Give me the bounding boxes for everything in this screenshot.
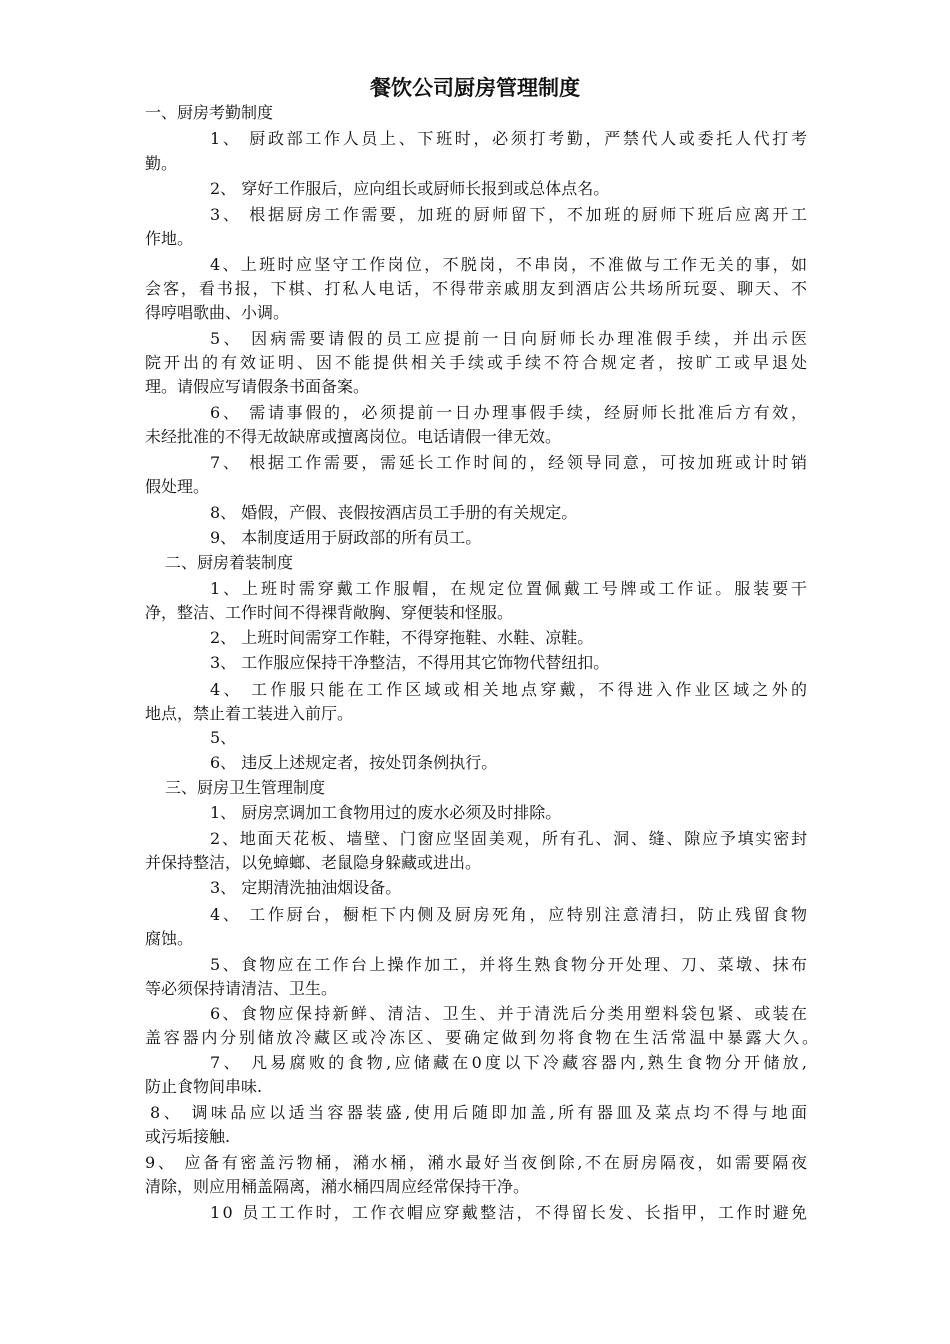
- text-line: 3、 定期清洗抽油烟设备。: [210, 878, 402, 897]
- text-line: 得哼唱歌曲、小调。: [145, 303, 290, 322]
- text-line: 一、厨房考勤制度: [145, 103, 274, 122]
- text-line: 2、地面天花板、墙壁、门窗应坚固美观，所有孔、洞、缝、隙应予填实密封: [210, 829, 809, 848]
- document-title: 餐饮公司厨房管理制度: [370, 76, 580, 100]
- text-line: 10 员工工作时，工作衣帽应穿戴整洁，不得留长发、长指甲，工作时避免: [210, 1203, 810, 1222]
- text-line: 4、 工作厨台，橱柜下内侧及厨房死角，应特别注意清扫，防止残留食物: [210, 905, 810, 924]
- text-line: 净，整洁、工作时间不得裸背敞胸、穿便装和怪服。: [145, 603, 514, 622]
- text-line: 6、食物应保持新鲜、清洁、卫生、并于清洗后分类用塑料袋包紧、或装在: [210, 1004, 810, 1023]
- text-line: 6、 违反上述规定者，按处罚条例执行。: [210, 753, 498, 772]
- text-line: 7、 根据工作需要，需延长工作时间的，经领导同意，可按加班或计时销: [210, 453, 810, 472]
- text-line: 5、 因病需要请假的员工应提前一日向厨师长办理准假手续，并出示医: [210, 329, 811, 348]
- text-line: 清除，则应用桶盖隔离，潲水桶四周应经常保持干净。: [145, 1177, 530, 1196]
- text-line: 2、 穿好工作服后，应向组长或厨师长报到或总体点名。: [210, 179, 610, 198]
- text-line: 或污垢接触.: [145, 1127, 231, 1146]
- text-line: 3、 根据厨房工作需要，加班的厨师留下，不加班的厨师下班后应离开工: [210, 205, 810, 224]
- text-line: 4、上班时应坚守工作岗位，不脱岗，不串岗，不准做与工作无关的事，如: [210, 255, 810, 274]
- text-line: 理。请假应写请假条书面备案。: [145, 377, 370, 396]
- text-line: 并保持整洁，以免蟑螂、老鼠隐身躲藏或进出。: [145, 853, 482, 872]
- text-line: 6、 需请事假的，必须提前一日办理事假手续，经厨师长批准后方有效，: [210, 403, 810, 422]
- text-line: 作地。: [145, 229, 194, 248]
- text-line: 7、 凡易腐败的食物,应储藏在0度以下冷藏容器内,熟生食物分开储放,: [210, 1053, 811, 1072]
- text-line: 5、: [210, 728, 237, 747]
- text-line: 会客，看书报，下棋、打私人电话，不得带亲戚朋友到酒店公共场所玩耍、聊天、不: [145, 279, 809, 298]
- text-line: 2、 上班时间需穿工作鞋，不得穿拖鞋、水鞋、凉鞋。: [210, 628, 594, 647]
- text-line: 1、上班时需穿戴工作服帽，在规定位置佩戴工号牌或工作证。服装要干: [210, 579, 810, 598]
- text-line: 等必须保持请清洁、卫生。: [145, 979, 338, 998]
- text-line: 8、 调味品应以适当容器装盛,使用后随即加盖,所有器皿及菜点均不得与地面: [150, 1103, 811, 1122]
- text-line: 三、厨房卫生管理制度: [165, 778, 326, 797]
- text-line: 假处理。: [145, 477, 210, 496]
- text-line: 院开出的有效证明、因不能提供相关手续或手续不符合规定者，按旷工或早退处: [145, 353, 810, 372]
- text-line: 5、食物应在工作台上操作加工，并将生熟食物分开处理、刀、菜墩、抹布: [210, 955, 810, 974]
- text-line: 9、 应备有密盖污物桶，潲水桶，潲水最好当夜倒除,不在厨房隔夜，如需要隔夜: [145, 1153, 810, 1172]
- text-line: 1、 厨政部工作人员上、下班时，必须打考勤，严禁代人或委托人代打考: [210, 129, 810, 148]
- text-line: 3、 工作服应保持干净整洁，不得用其它饰物代替纽扣。: [210, 653, 610, 672]
- text-line: 未经批准的不得无故缺席或擅离岗位。电话请假一律无效。: [145, 427, 562, 446]
- text-line: 9、 本制度适用于厨政部的所有员工。: [210, 528, 482, 547]
- text-line: 防止食物间串味.: [145, 1077, 263, 1096]
- text-line: 地点，禁止着工装进入前厅。: [145, 704, 354, 723]
- text-line: 1、 厨房烹调加工食物用过的废水必须及时排除。: [210, 803, 562, 822]
- text-line: 盖容器内分别储放冷藏区或冷冻区、要确定做到勿将食物在生活常温中暴露大久。: [145, 1028, 821, 1047]
- text-line: 8、 婚假，产假、丧假按酒店员工手册的有关规定。: [210, 503, 578, 522]
- text-line: 4、 工作服只能在工作区域或相关地点穿戴，不得进入作业区域之外的: [210, 680, 811, 699]
- text-line: 二、厨房着装制度: [165, 553, 294, 572]
- text-line: 腐蚀。: [145, 929, 194, 948]
- text-line: 勤。: [145, 154, 178, 173]
